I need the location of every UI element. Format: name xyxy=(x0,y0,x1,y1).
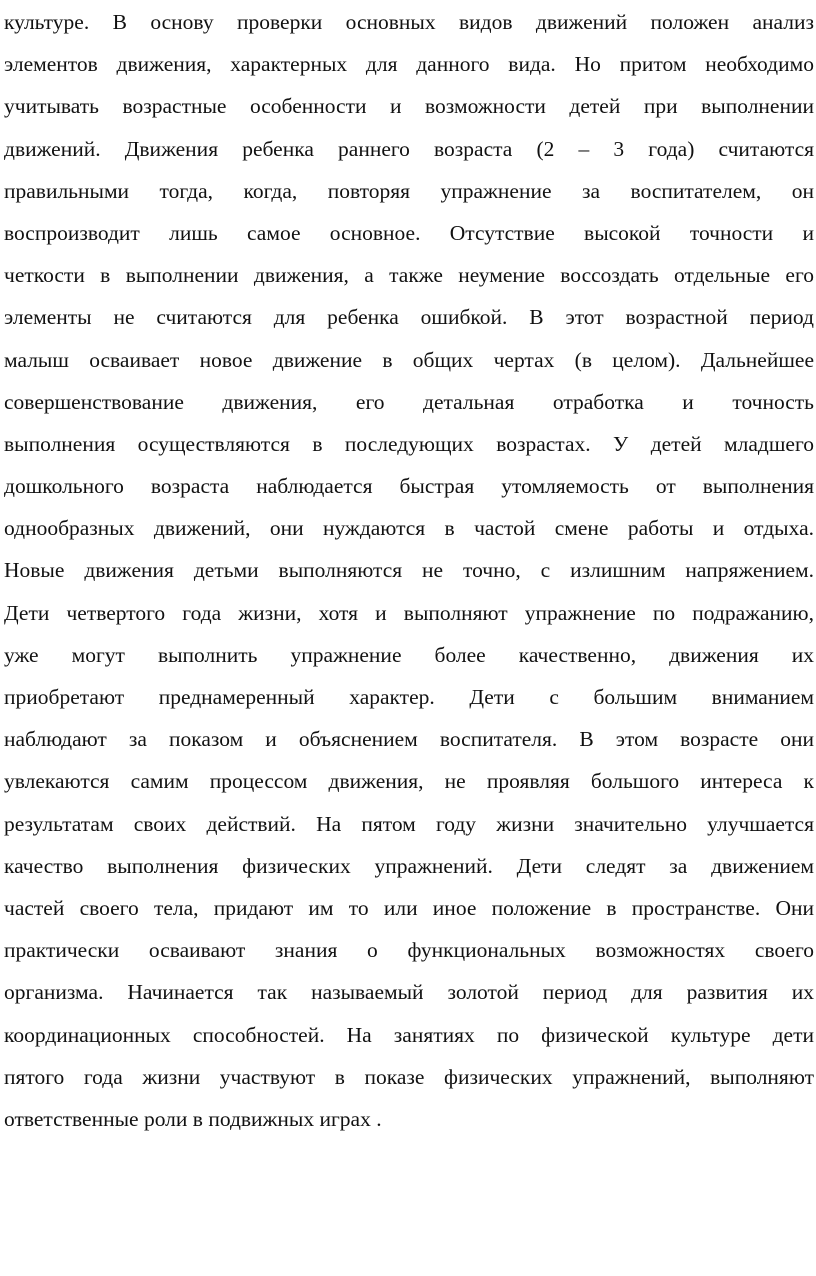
text-line: элементов движения, характерных для данного вида. Но притом необходимо xyxy=(4,52,814,77)
text-line: движений. Движения ребенка раннего возраста (2 – 3 года) считаются xyxy=(4,136,814,161)
text-line: практически осваивают знания о функциональных возможностях своего xyxy=(4,938,814,963)
text-line: дошкольного возраста наблюдается быстрая утомляемость от выполнения xyxy=(4,474,814,499)
body-paragraph xyxy=(4,1,814,1140)
text-line: приобретают преднамеренный характер. Дети с большим вниманием xyxy=(4,685,814,709)
text-line: выполнения осуществляются в последующих возрастах. У детей младшего xyxy=(4,431,814,456)
text-line: Новые движения детьми выполняются не точно, с излишним напряжением. xyxy=(4,558,814,583)
text-line: результатам своих действий. На пятом году жизни значительно улучшается xyxy=(4,811,814,836)
text-line: совершенствование движения, его детальная отработка и точность xyxy=(4,389,814,414)
text-line: частей своего тела, придают им то или иное положение в пространстве. Они xyxy=(4,895,814,920)
text-line: однообразных движений, они нуждаются в частой смене работы и отдыха. xyxy=(4,516,814,541)
text-line: организма. Начинается так называемый золотой период для развития их xyxy=(4,980,814,1005)
text-line: пятого года жизни участвуют в показе физических упражнений, выполняют xyxy=(4,1064,814,1089)
text-line: координационных способностей. На занятиях по физической культуре дети xyxy=(4,1022,814,1047)
text-line: увлекаются самим процессом движения, не проявляя большого интереса к xyxy=(4,769,814,794)
text-line: воспроизводит лишь самое основное. Отсутствие высокой точности и xyxy=(4,220,814,245)
text-line: качество выполнения физических упражнений. Дети следят за движением xyxy=(4,853,814,878)
text-line: уже могут выполнить упражнение более качественно, движения их xyxy=(4,642,814,667)
text-line: правильными тогда, когда, повторяя упражнение за воспитателем, он xyxy=(4,178,814,203)
text-line: учитывать возрастные особенности и возможности детей при выполнении xyxy=(4,94,814,119)
text-line: ответственные роли в подвижных играх . xyxy=(4,1106,382,1131)
text-line: элементы не считаются для ребенка ошибкой. В этот возрастной период xyxy=(4,305,814,330)
text-line: четкости в выполнении движения, а также неумение воссоздать отдельные его xyxy=(4,263,814,288)
text-line: наблюдают за показом и объяснением воспитателя. В этом возрасте они xyxy=(4,727,814,752)
text-line: малыш осваивает новое движение в общих чертах (в целом). Дальнейшее xyxy=(4,347,814,372)
text-line: культуре. В основу проверки основных видов движений положен анализ xyxy=(4,10,814,34)
text-line: Дети четвертого года жизни, хотя и выполняют упражнение по подражанию, xyxy=(4,600,814,625)
